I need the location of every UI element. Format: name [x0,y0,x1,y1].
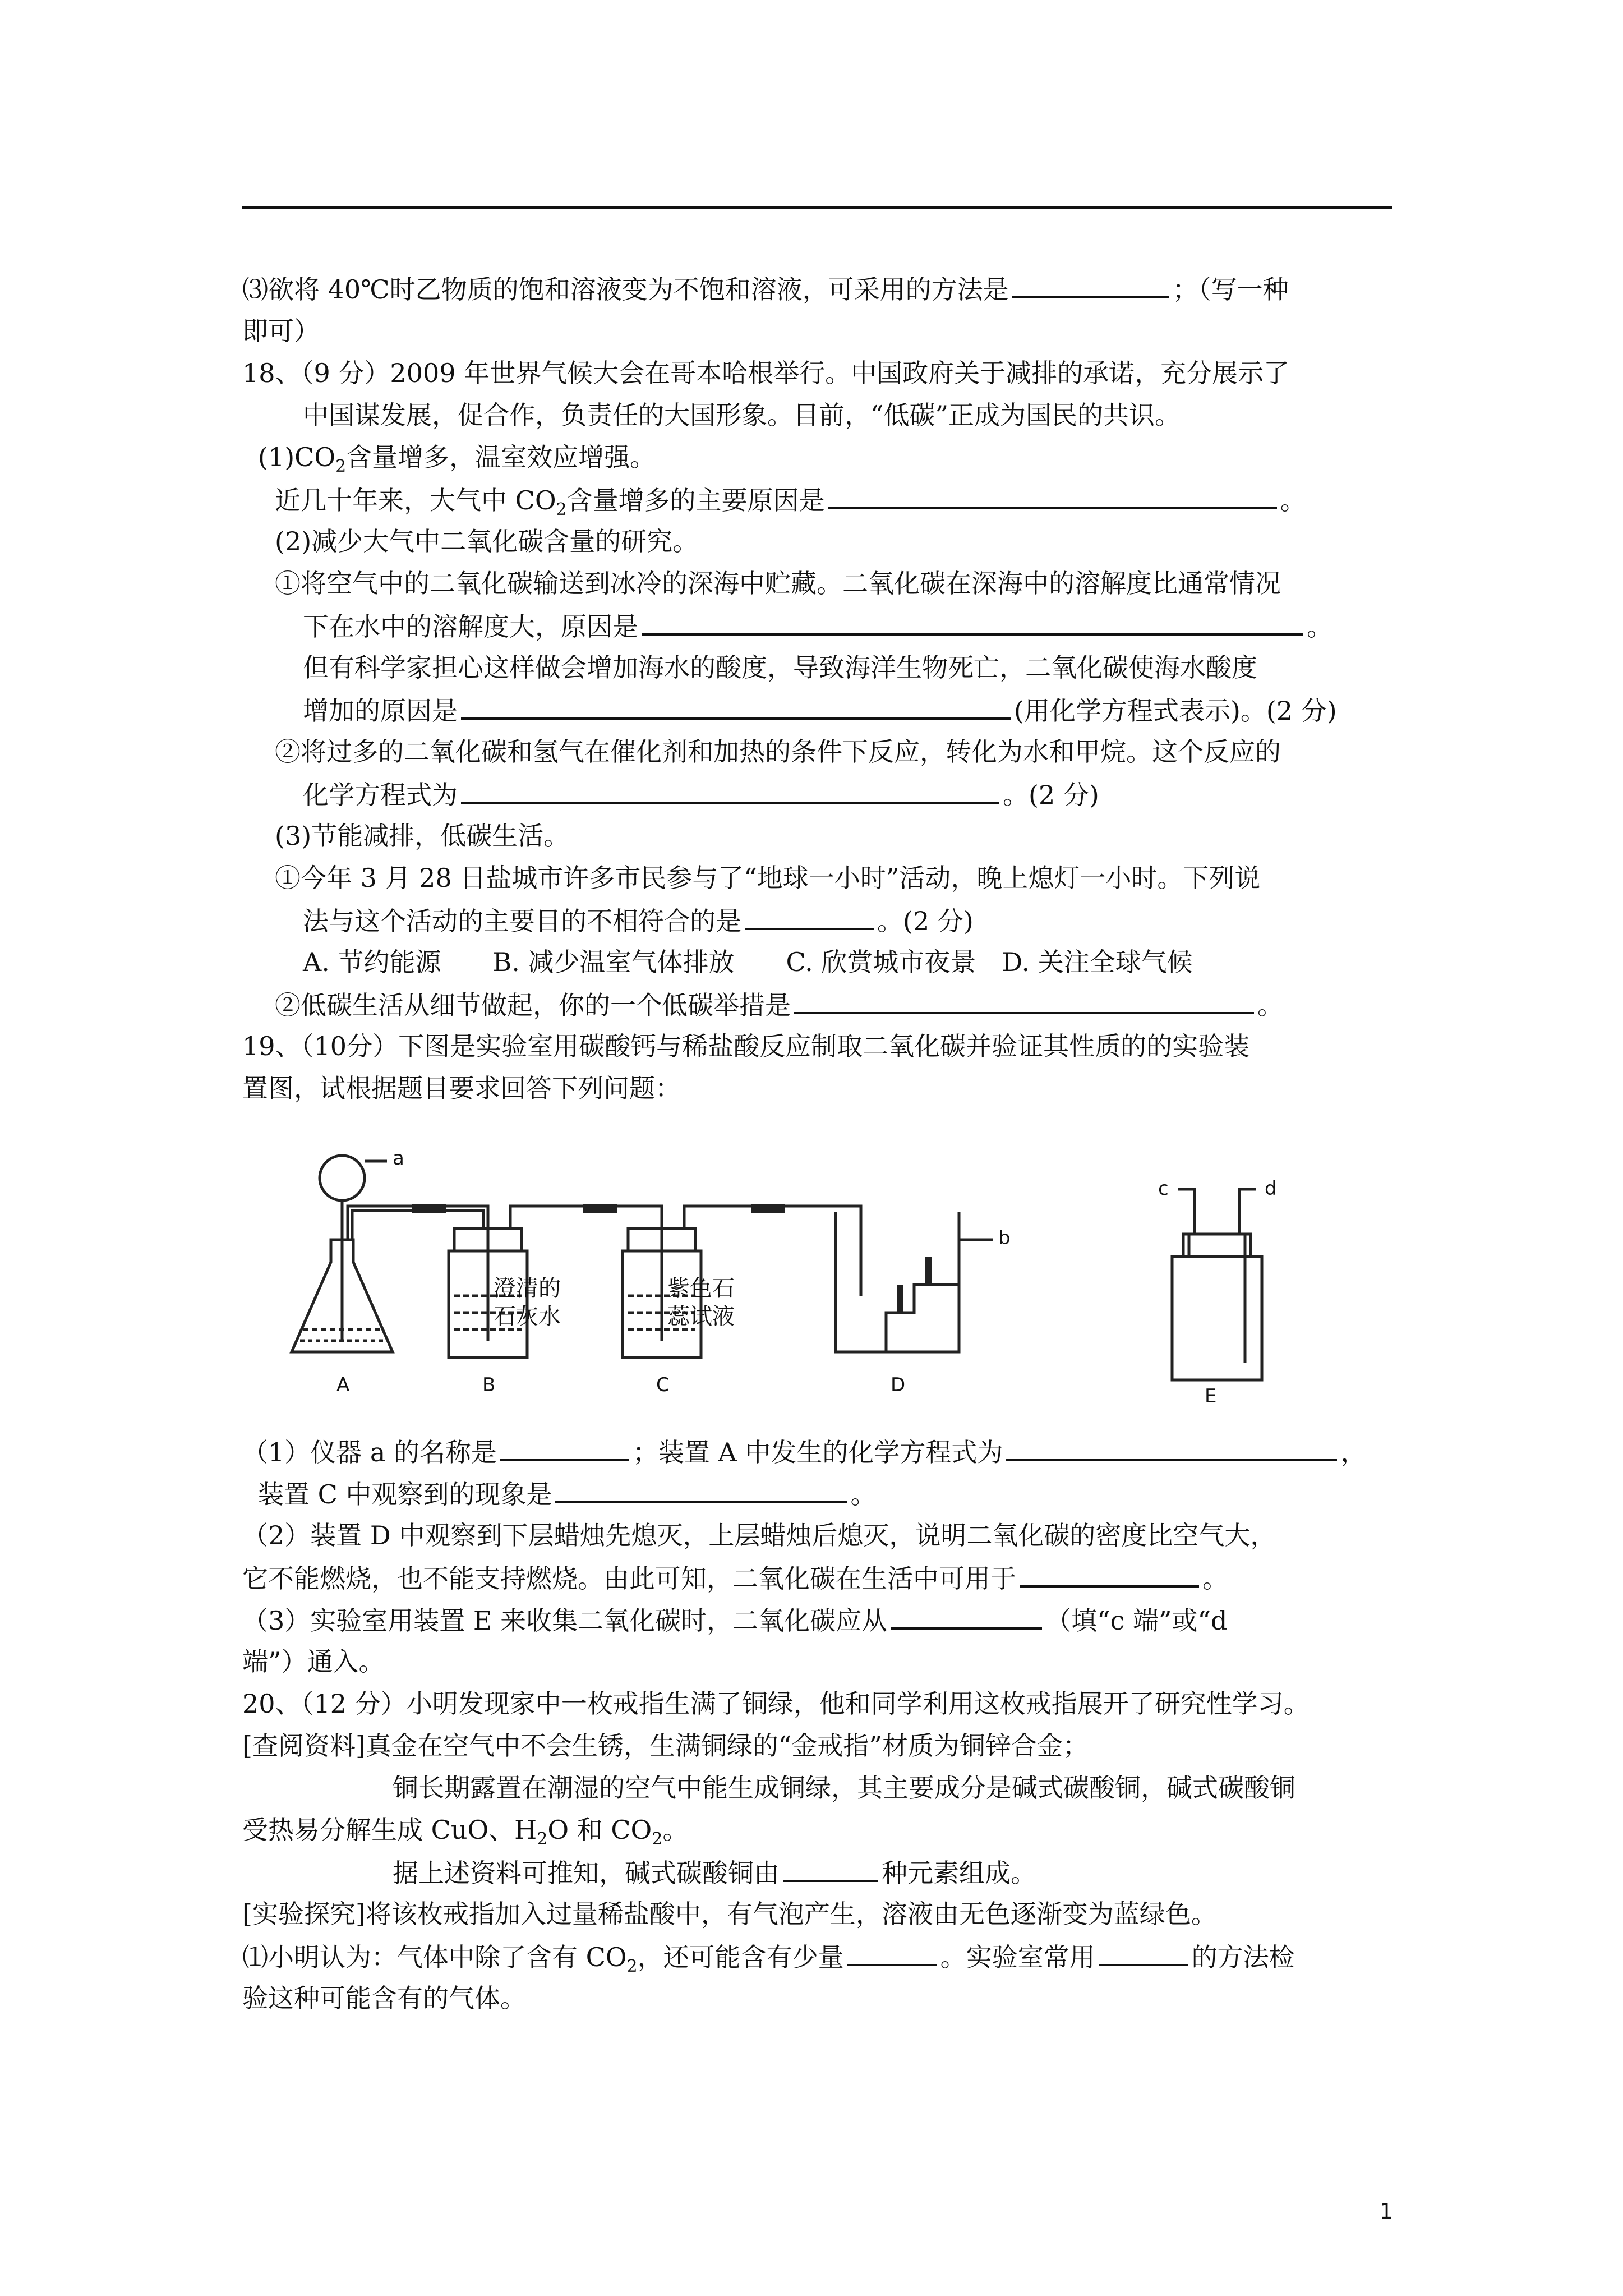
q18-sub2-item1-line1: ①将空气中的二氧化碳输送到冰冷的深海中贮藏。二氧化碳在深海中的溶解度比通常情况 [275,568,1281,599]
q18-sub1: $(1)CO_2$含量增多，温室效应增强。 [258,442,656,477]
beaker-d [836,1212,993,1352]
q18-sub3: (3)节能减排，低碳生活。 [275,821,570,851]
q20-ref-line1: [查阅资料]真金在空气中不会生锈，生满铜绿的“金戒指”材质为铜锌合金； [242,1731,1089,1761]
q19-intro-line1: 19、（10分）下图是实验室用碳酸钙与稀盐酸反应制取二氧化碳并验证其性质的的实验装 [242,1031,1250,1061]
bottle-c [623,1206,861,1358]
answer-blank[interactable] [1020,1559,1199,1588]
label-c: c [1158,1177,1169,1200]
q20-part1-line2: 验这种可能含有的气体。 [242,1983,526,2013]
label-b: b [998,1227,1011,1249]
q18-sub3-item2: ②低碳生活从细节做起，你的一个低碳举措是 。 [275,986,1283,1023]
answer-blank[interactable] [461,692,1011,720]
label-A: A [336,1374,350,1396]
q18-intro-line1: 18、（9 分）2009 年世界气候大会在哥本哈根举行。中国政府关于减排的承诺，充分展示了 [242,358,1290,388]
answer-blank[interactable] [783,1854,878,1882]
q20-ref-line3: 受热易分解生成 CuO、$H_2O$ 和 $CO_2$。 [242,1815,689,1849]
answer-blank[interactable] [794,986,1254,1014]
q19-part1-line1: （1）仪器 a 的名称是 ；装置 A 中发生的化学方程式为 ， [242,1433,1366,1470]
q19-part1-line2: 装置 C 中观察到的现象是 。 [258,1475,876,1512]
answer-blank[interactable] [1099,1938,1188,1966]
label-a: a [393,1147,404,1170]
label-litmus-1: 紫色石 [667,1276,735,1301]
q17-part3-line2: 即可） [242,316,320,346]
answer-blank[interactable] [745,902,874,930]
label-E: E [1205,1385,1217,1407]
q18-sub2-item1-line4: 增加的原因是 (用化学方程式表示)。(2 分) [303,692,1337,729]
q18-options: A. 节约能源 B. 减少温室气体排放 C. 欣赏城市夜景 D. 关注全球气候 [303,947,1193,977]
q19-part3-line1: （3）实验室用装置 E 来收集二氧化碳时，二氧化碳应从 （填“c 端”或“d [242,1602,1227,1639]
label-limewater-2: 石灰水 [494,1304,561,1329]
q18-sub3-item1-line1: ①今年 3 月 28 日盐城市许多市民参与了“地球一小时”活动，晚上熄灯一小时。下列说 [275,863,1261,893]
answer-blank[interactable] [461,776,999,804]
q20-experiment: [实验探究]将该枚戒指加入过量稀盐酸中，有气泡产生，溶液由无色逐渐变为蓝绿色。 [242,1899,1217,1929]
q20-ref-line4: 据上述资料可推知，碱式碳酸铜由 种元素组成。 [393,1854,1036,1891]
q18-sub2: (2)减少大气中二氧化碳含量的研究。 [275,526,699,556]
q17-part3-line1: ⑶欲将 40℃时乙物质的饱和溶液变为不饱和溶液，可采用的方法是 ；（写一种 [242,270,1289,307]
q18-sub2-item2-line2: 化学方程式为 。(2 分) [303,776,1099,813]
label-D: D [891,1374,906,1396]
page-number: 1 [1379,2199,1393,2224]
answer-blank[interactable] [847,1938,937,1966]
q18-sub2-item1-line3: 但有科学家担心这样做会增加海水的酸度，导致海洋生物死亡，二氧化碳使海水酸度 [303,652,1257,683]
answer-blank[interactable] [642,608,1303,636]
q19-intro-line2: 置图，试根据题目要求回答下列问题： [242,1073,681,1103]
header-rule [242,206,1392,209]
answer-blank[interactable] [1006,1433,1337,1461]
label-d: d [1265,1177,1277,1200]
q18-sub2-item1-line2: 下在水中的溶解度大，原因是 。 [303,608,1332,645]
answer-blank[interactable] [500,1433,629,1461]
q20-intro: 20、（12 分）小明发现家中一枚戒指生满了铜绿，他和同学利用这枚戒指展开了研究性学习。 [242,1688,1310,1719]
q19-part2-line1: （2）装置 D 中观察到下层蜡烛先熄灭，上层蜡烛后熄灭，说明二氧化碳的密度比空气大， [242,1520,1276,1550]
answer-blank[interactable] [828,481,1277,509]
q18-sub3-item1-line2: 法与这个活动的主要目的不相符合的是 。(2 分) [303,902,974,939]
q18-sub1-question: 近几十年来，大气中 $CO_2$含量增多的主要原因是 。 [275,481,1306,518]
flask-a [292,1156,393,1352]
apparatus-figure [286,1128,1352,1408]
q20-part1-line1: ⑴小明认为：气体中除了含有 $CO_2$，还可能含有少量 。实验室常用 的方法检 [242,1938,1295,1975]
label-C: C [656,1374,670,1396]
answer-blank[interactable] [555,1475,847,1503]
bottle-e [1172,1189,1262,1380]
answer-blank[interactable] [1012,270,1169,298]
q19-part2-line2: 它不能燃烧，也不能支持燃烧。由此可知，二氧化碳在生活中可用于 。 [242,1559,1228,1596]
label-litmus-2: 蕊试液 [667,1304,735,1329]
label-B: B [482,1374,496,1396]
q18-sub2-item2-line1: ②将过多的二氧化碳和氢气在催化剂和加热的条件下反应，转化为水和甲烷。这个反应的 [275,737,1281,767]
q18-intro-line2: 中国谋发展，促合作，负责任的大国形象。目前，“低碳”正成为国民的共识。 [303,400,1181,430]
answer-blank[interactable] [891,1602,1042,1630]
q19-part3-line2: 端”）通入。 [242,1646,385,1677]
q20-ref-line2: 铜长期露置在潮湿的空气中能生成铜绿，其主要成分是碱式碳酸铜，碱式碳酸铜 [393,1773,1295,1803]
label-limewater-1: 澄清的 [494,1276,561,1301]
